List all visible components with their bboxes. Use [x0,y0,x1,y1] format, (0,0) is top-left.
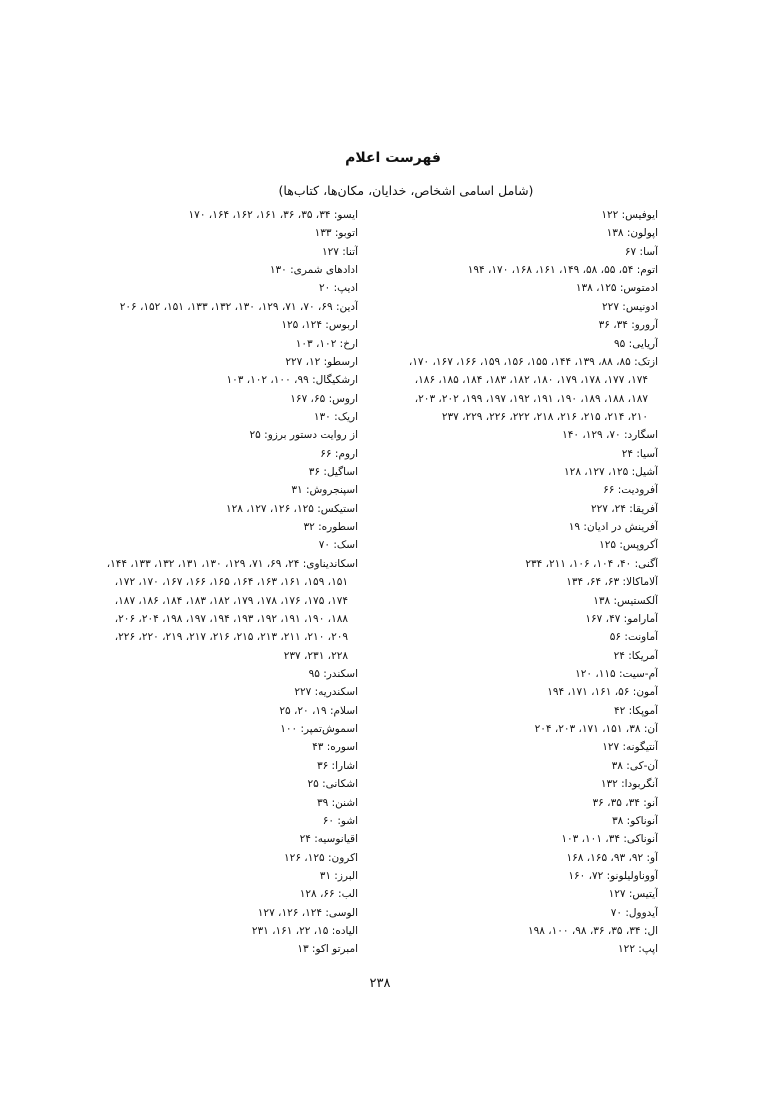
index-entry: آفرودیت: ۶۶ [603,484,658,497]
index-entry: اپپ: ۱۲۲ [618,943,658,956]
index-entry: ۱۸۷، ۱۸۸، ۱۸۹، ۱۹۰، ۱۹۱، ۱۹۲، ۱۹۷، ۱۹۹، ۲۰۲، ۲۰۳، [414,392,648,405]
index-entry: اسکاندیناوی: ۲۴، ۶۹، ۷۱، ۱۲۹، ۱۳۰، ۱۳۱، ۱۳۲، ۱۳۳، ۱۴۴، [106,557,358,570]
index-entry: آفریقا: ۲۴، ۲۲۷ [591,502,658,515]
index-entry: ۲۰۹، ۲۱۰، ۲۱۱، ۲۱۳، ۲۱۵، ۲۱۶، ۲۱۷، ۲۱۹، ۲۲۰، ۲۲۶، [114,631,348,644]
index-entry: ۱۷۴، ۱۷۷، ۱۷۸، ۱۷۹، ۱۸۰، ۱۸۲، ۱۸۳، ۱۸۴، ۱۸۵، ۱۸۶، [414,374,648,387]
index-entry: ۱۵۱، ۱۵۹، ۱۶۱، ۱۶۳، ۱۶۴، ۱۶۵، ۱۶۶، ۱۶۷، ۱۷۰، ۱۷۲، [114,576,348,589]
index-entry: اتوم: ۵۴، ۵۵، ۵۸، ۱۴۹، ۱۶۱، ۱۶۸، ۱۷۰، ۱۹۴ [467,264,658,277]
index-entry: آرورو: ۳۴، ۳۶ [598,319,658,332]
index-entry: آن-کی: ۳۸ [611,759,658,772]
index-entry: آریایی: ۹۵ [614,337,658,350]
index-entry: ارسطو: ۱۲، ۲۲۷ [285,355,358,368]
index-entry: آمارامو: ۴۷، ۱۶۷ [585,612,658,625]
index-entry: اتوبو: ۱۳۳ [314,227,358,240]
index-entry: آنوناکو: ۳۸ [612,814,658,827]
index-entry: اسموش‌تمپر: ۱۰۰ [280,723,358,736]
index-entry: ایوفیس: ۱۲۲ [601,209,658,221]
index-entry: ارخ: ۱۰۲، ۱۰۳ [295,337,358,350]
index-entry: ازتک: ۸۵، ۸۸، ۱۳۹، ۱۴۴، ۱۵۵، ۱۵۶، ۱۵۹، ۱۶۶، ۱۶۷، ۱۷۰، [408,355,658,368]
index-column-right [338,206,658,959]
index-entry: آن: ۳۸، ۱۵۱، ۱۷۱، ۲۰۳، ۲۰۴ [534,723,658,736]
index-entry: آلکستیس: ۱۳۸ [593,594,658,607]
index-entry: اسک: ۷۰ [318,539,358,552]
index-entry: اربوس: ۱۲۴، ۱۲۵ [281,319,358,332]
index-entry: آیدوول: ۷۰ [610,906,658,919]
index-entry: اسکندریه: ۲۲۷ [294,686,358,699]
index-entry: ادمتوس: ۱۲۵، ۱۳۸ [575,282,658,295]
index-entry: آیتیس: ۱۲۷ [608,888,658,901]
index-entry: آنتیگونه: ۱۲۷ [602,741,658,754]
index-entry: آماونت: ۵۶ [609,631,658,644]
index-entry: ۱۸۸، ۱۹۰، ۱۹۱، ۱۹۲، ۱۹۳، ۱۹۴، ۱۹۷، ۱۹۸، ۲۰۴، ۲۰۶، [114,612,348,625]
index-entry: آسیا: ۲۴ [621,447,658,460]
index-entry: اشنن: ۳۹ [316,796,358,809]
index-entry: الب: ۶۶، ۱۲۸ [299,888,358,901]
index-entry: استیکس: ۱۲۵، ۱۲۶، ۱۲۷، ۱۲۸ [225,502,358,515]
index-entry: آسا: ۶۷ [624,245,658,258]
index-entry: آدین: ۶۹، ۷۰، ۷۱، ۱۲۹، ۱۳۰، ۱۳۲، ۱۳۳، ۱۵۱، ۱۵۲، ۲۰۶ [119,300,358,313]
index-entry: ارشکیگال: ۹۹، ۱۰۰، ۱۰۲، ۱۰۳ [226,374,358,387]
index-entry: امبرتو اکو: ۱۳ [297,943,358,956]
index-entry: اسوره: ۴۳ [312,741,358,754]
index-entry: اروم: ۶۶ [320,447,358,460]
index-entry: آموپکا: ۴۲ [613,704,658,717]
index-entry: ایسو: ۳۴، ۳۵، ۳۶، ۱۶۱، ۱۶۲، ۱۶۴، ۱۷۰ [188,209,358,221]
index-entry: ۲۱۰، ۲۱۴، ۲۱۵، ۲۱۶، ۲۱۸، ۲۲۲، ۲۲۶، ۲۲۹، ۲۳۷ [441,410,648,423]
index-entry: اسطوره: ۳۲ [303,521,358,534]
index-entry: البرز: ۳۱ [319,869,358,882]
index-entry: ۲۲۸، ۲۳۱، ۲۳۷ [283,649,348,662]
index-entry: آنوناکی: ۳۴، ۱۰۱، ۱۰۳ [561,833,658,846]
index-entry: آمون: ۵۶، ۱۶۱، ۱۷۱، ۱۹۴ [547,686,658,699]
index-entry: ادونیس: ۲۲۷ [602,300,658,313]
index-column-left [68,206,358,959]
index-entry: ادادهای شمری: ۱۳۰ [269,264,358,277]
index-entry: آووناولیلونو: ۷۲، ۱۶۰ [568,869,658,882]
index-entry: آفرینش در ادیان: ۱۹ [568,521,658,534]
index-entry: اسکندر: ۹۵ [308,667,358,680]
index-entry: آو: ۹۲، ۹۳، ۱۶۵، ۱۶۸ [566,851,658,864]
index-entry: اکرون: ۱۲۵، ۱۲۶ [284,851,358,864]
index-entry: اروس: ۶۵، ۱۶۷ [290,392,358,405]
index-entry: الوسی: ۱۲۴، ۱۲۶، ۱۲۷ [257,906,358,919]
index-entry: اشکانی: ۲۵ [307,778,358,791]
page-number: ۲۳۸ [369,976,391,991]
index-entry: ۱۷۴، ۱۷۵، ۱۷۶، ۱۷۸، ۱۷۹، ۱۸۲، ۱۸۳، ۱۸۴، ۱۸۶، ۱۸۷، [114,594,348,607]
index-entry: اسپنجروش: ۳۱ [291,484,358,497]
index-entry: آنو: ۳۴، ۳۵، ۳۶ [592,796,658,809]
index-entry: از روایت دستور برزو: ۲۵ [249,429,358,442]
index-entry: الیاده: ۱۵، ۲۲، ۱۶۱، ۲۳۱ [251,925,358,938]
index-entry: آم-سیت: ۱۱۵، ۱۲۰ [575,667,658,680]
index-entry: آشیل: ۱۲۵، ۱۲۷، ۱۲۸ [564,466,658,479]
index-entry: ال: ۳۴، ۳۵، ۳۶، ۹۸، ۱۰۰، ۱۹۸ [527,925,658,938]
index-entry: آکروپس: ۱۲۵ [599,539,658,552]
index-entry: آنگربودا: ۱۳۲ [600,778,658,791]
index-entry: آمریکا: ۲۴ [613,649,658,662]
page-title: فهرست اعلام [345,150,441,166]
index-entry: اساگیل: ۳۶ [308,466,358,479]
index-entry: اقیانوسیه: ۲۴ [299,833,358,846]
index-entry: اسگارد: ۷۰، ۱۲۹، ۱۴۰ [562,429,658,442]
index-entry: اشارا: ۳۶ [316,759,358,772]
index-entry: اریک: ۱۳۰ [313,410,358,423]
index-entry: آتنا: ۱۲۷ [321,245,358,258]
index-entry: آلاماکالا: ۶۳، ۶۴، ۱۳۴ [566,576,658,589]
page-subtitle: (شامل اسامی اشخاص، خدایان، مکان‌ها، کتاب‌ها) [278,183,534,198]
index-entry: ادیپ: ۲۰ [319,282,358,295]
index-entry: آگنی: ۴۰، ۱۰۴، ۱۰۶، ۲۱۱، ۲۳۴ [525,557,658,570]
index-entry: اشو: ۶۰ [322,814,358,827]
index-entry: اپولون: ۱۳۸ [606,227,658,240]
index-entry: اسلام: ۱۹، ۲۰، ۲۵ [279,704,358,717]
